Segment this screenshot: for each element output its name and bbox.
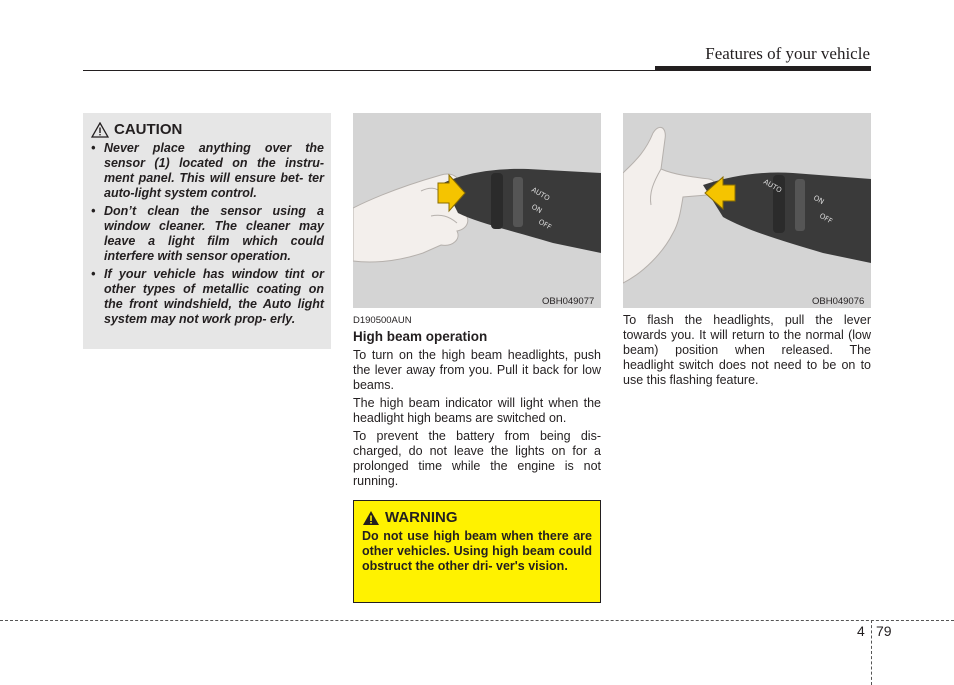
body-paragraph: To turn on the high beam headlights, push the lever away from you. Pull it back for low beams.: [353, 348, 601, 392]
warning-text: Do not use high beam when there are other vehicles. Using high beam could obstruct the other dri- ver's vision.: [362, 529, 592, 573]
caution-item: • Never place anything over the sensor (1) located on the instru- ment panel. This will ensure bet- ter auto-light system control.: [91, 141, 324, 200]
caution-item: • Don’t clean the sensor using a window cleaner. The cleaner may leave a light film which could interfere with sensor operation.: [91, 204, 324, 263]
header-bar: [655, 66, 871, 71]
warning-title: WARNING: [385, 509, 458, 526]
page-header-title: Features of your vehicle: [705, 44, 870, 63]
hand-pull-lever-illustration: [623, 113, 871, 308]
warning-triangle-icon: [362, 510, 380, 526]
body-paragraph: The high beam indicator will light when the headlight high beams are switched on.: [353, 396, 601, 425]
body-paragraph: To flash the headlights, pull the lever towards you. It will return to the normal (low beam) position when released. The headlight switch does not need to be on to use this flashing feature.: [623, 313, 871, 387]
svg-text:OFF: OFF: [537, 217, 553, 232]
hand-push-lever-illustration: [353, 113, 601, 308]
caution-item: • If your vehicle has window tint or other types of metallic coating on the front windshield, the Auto light system may not work prop- erly.: [91, 267, 324, 326]
body-paragraph: To prevent the battery from being dis- charged, do not leave the lights on for a prolonged time while the engine is not running.: [353, 429, 601, 488]
svg-text:OFF: OFF: [818, 211, 834, 226]
svg-text:ON: ON: [812, 193, 826, 207]
caution-box: [83, 113, 331, 349]
caution-title: CAUTION: [114, 121, 183, 138]
middle-column-body: [353, 348, 601, 492]
caution-list: [91, 141, 324, 327]
caution-heading: [91, 121, 324, 138]
caution-triangle-icon: [91, 122, 109, 138]
warning-box: [353, 500, 601, 603]
section-title: High beam operation: [353, 329, 488, 344]
svg-text:AUTO: AUTO: [762, 177, 784, 195]
right-column-body: [623, 313, 871, 391]
figure-pull-lever: [623, 113, 871, 308]
page-number: 79: [876, 623, 892, 639]
footer-divider: [871, 620, 872, 685]
figure-code: OBH049077: [542, 296, 595, 307]
warning-heading: [362, 509, 592, 526]
svg-text:AUTO: AUTO: [530, 185, 552, 203]
figure-push-lever: [353, 113, 601, 308]
page-section-number: 4: [857, 623, 865, 639]
footer-rule: [0, 620, 954, 621]
svg-text:ON: ON: [530, 202, 544, 216]
section-ref-code: D190500AUN: [353, 315, 412, 326]
figure-code: OBH049076: [812, 296, 865, 307]
